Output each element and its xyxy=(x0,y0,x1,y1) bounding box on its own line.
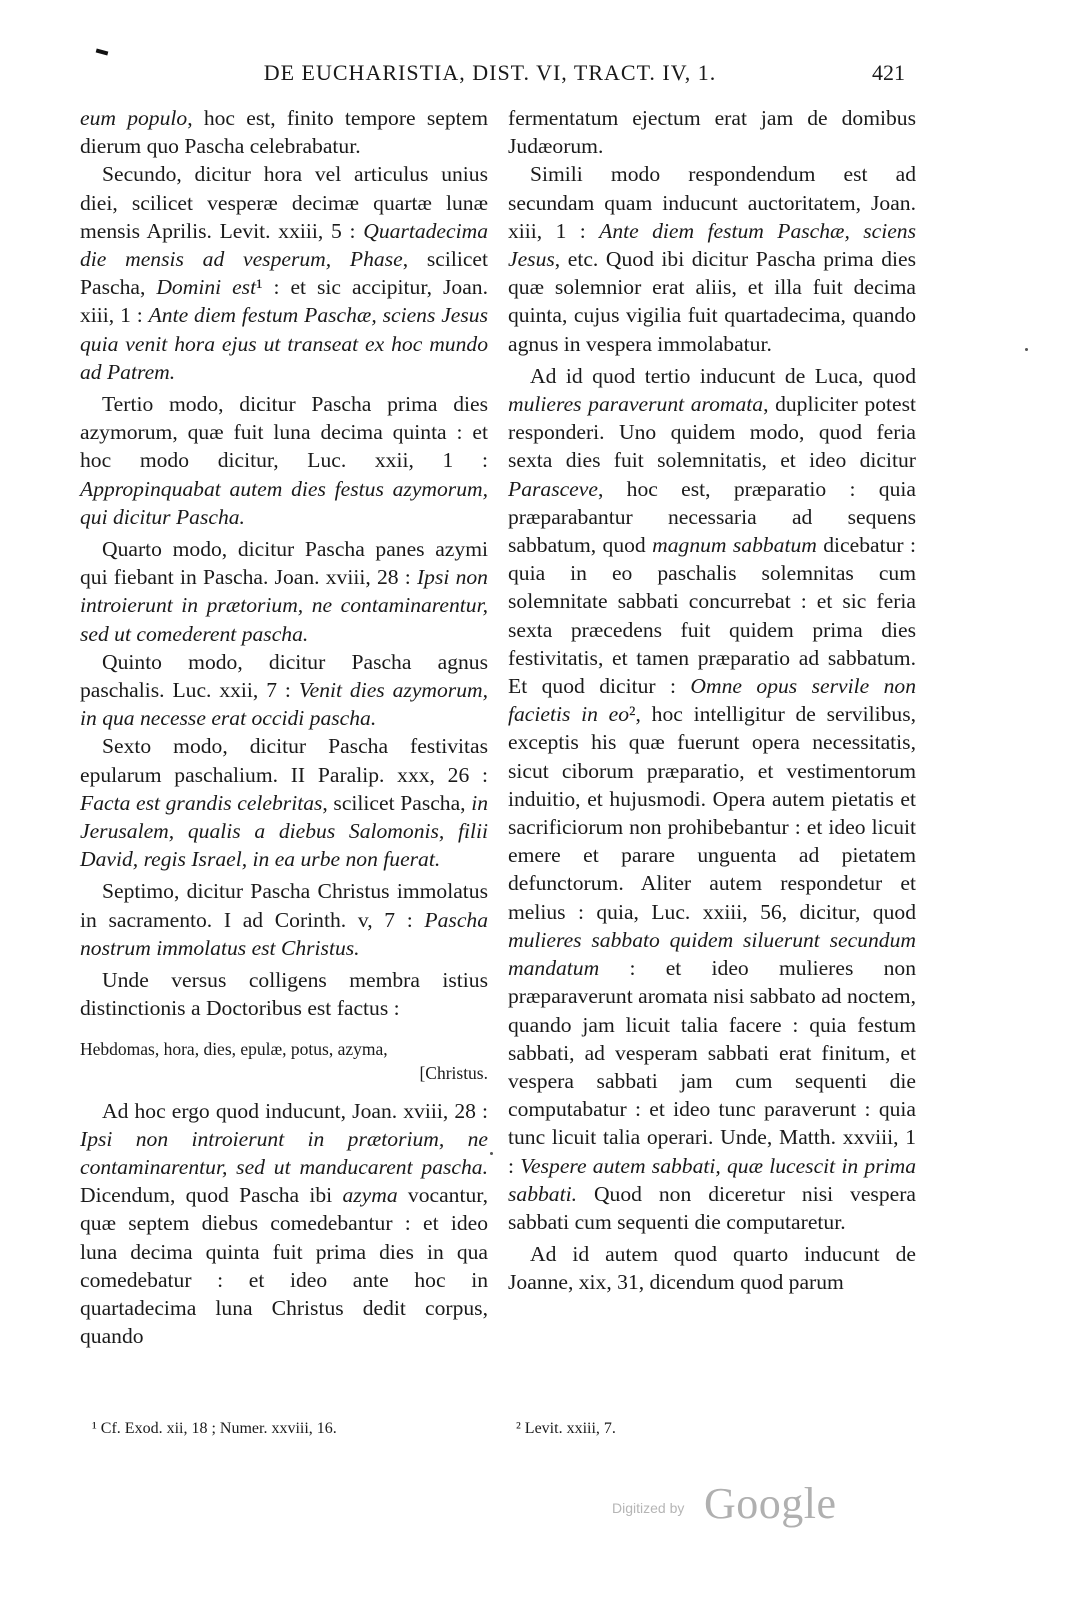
speck xyxy=(490,1152,493,1155)
paragraph: Simili modo respondendum est ad secundam quam inducunt auctoritatem, Joan. xiii, 1 : Ante diem festum Paschæ, sciens Jesus, etc. Quod ibi dicitur Pascha prima dies quæ solemnior erat aliis, et illa fuit decima quinta, cujus vigilia fuit quartadecima, quando agnus in vespera immolabatur. xyxy=(508,162,916,356)
footnote-right: ² Levit. xxiii, 7. xyxy=(516,1420,616,1437)
paragraph: Secundo, dicitur hora vel articulus unius diei, scilicet vesperæ decimæ quartæ lunæ mensis Aprilis. Levit. xxiii, 5 : Quartadecima die mensis ad vesperum, Phase, scilicet Pascha, Domini est¹ : et sic accipitur, Joan. xiii, 1 : Ante diem festum Paschæ, sciens Jesus quia venit hora ejus ut transeat ex hoc mundo ad Patrem. xyxy=(80,162,488,384)
paragraph: Ad id autem quod quarto inducunt de Joanne, xix, 31, dicendum quod parum xyxy=(508,1242,916,1295)
left-column xyxy=(80,104,488,1350)
running-header: DE EUCHARISTIA, DIST. VI, TRACT. IV, 1. xyxy=(263,60,717,85)
ink-mark xyxy=(96,49,109,56)
digitized-label: Digitized by xyxy=(612,1500,685,1516)
paragraph: Ad id quod tertio inducunt de Luca, quod mulieres paraverunt aromata, dupliciter potest responderi. Uno quidem modo, quod feria sexta dies fuit solemnitatis, et ideo dicitur Parasceve, hoc est, præparatio : quia præparabantur necessaria ad sequens sabbatum, quod magnum sabbatum dicebatur : quia in eo paschalis solemnitas cum solemnitate sabbati concurrebat : et sic feria sexta præcedens fuit quidem prima dies festivitatis, et tamen præparatio ad sabbatum. Et quod dicitur : Omne opus servile non facietis in eo², hoc intelligitur de servilibus, exceptis his quæ fuerunt opera necessitatis, sicut ciborum præparatio, et vestimentorum induitio, et hujusmodi. Opera autem pietatis et sacrificiorum non prohibebantur : et ideo licuit emere et parare unguenta ad pietatem defunctorum. Aliter autem respondetur et melius : quia, Luc. xxiii, 56, dicitur, quod mulieres sabbato quidem siluerunt secundum mandatum : et ideo mulieres non præparaverunt aromata nisi sabbato ad noctem, quando jam licuit talia facere : quia festum sabbati, ad vesperam sabbati erat finitum, et vespera sabbati jam cum sequenti die computabatur : et ideo tunc paraverunt : quia tunc licuit talia operari. Unde, Matth. xxviii, 1 : Vespere autem sabbati, quæ lucescit in prima sabbati. Quod non diceretur nisi vespera sabbati cum sequenti die computaretur. xyxy=(508,363,917,1234)
paragraph: Tertio modo, dicitur Pascha prima dies azymorum, quæ fuit luna decima quinta : et hoc modo dicitur, Luc. xxii, 1 : Appropinquabat autem dies festus azymorum, qui dicitur Pascha. xyxy=(80,392,488,529)
paragraph: Unde versus colligens membra istius distinctionis a Doctoribus est factus : xyxy=(80,968,488,1021)
paragraph: eum populo, hoc est, finito tempore septem dierum quo Pascha celebrabatur. xyxy=(80,106,489,159)
speck xyxy=(1025,348,1028,351)
paragraph: Quinto modo, dicitur Pascha agnus paschalis. Luc. xxii, 7 : Venit dies azymorum, in qua necesse erat occidi pascha. xyxy=(80,649,488,731)
paragraph: Ad hoc ergo quod inducunt, Joan. xviii, 28 : Ipsi non introierunt in prætorium, ne contaminarentur, sed ut manducarent pascha. Dicendum, quod Pascha ibi azyma vocantur, quæ septem diebus comedebantur : et ideo luna decima quinta fuit prima dies in qua comedebatur : et ideo ante hoc in quartadecima luna Christus dedit corpus, quando xyxy=(80,1098,488,1349)
footnote-left: ¹ Cf. Exod. xii, 18 ; Numer. xxviii, 16. xyxy=(92,1420,337,1437)
verse-quote xyxy=(80,1037,488,1085)
verse-line: Hebdomas, hora, dies, epulæ, potus, azyma, xyxy=(80,1038,388,1059)
paragraph: fermentatum ejectum erat jam de domibus Judæorum. xyxy=(508,106,916,159)
page-number: 421 xyxy=(872,60,905,85)
paragraph: Septimo, dicitur Pascha Christus immolatus in sacramento. I ad Corinth. v, 7 : Pascha nostrum immolatus est Christus. xyxy=(80,879,488,960)
paragraph: Sexto modo, dicitur Pascha festivitas epularum paschalium. II Paralip. xxx, 26 : Facta est grandis celebritas, scilicet Pascha, in Jerusalem, qualis a diebus Salomonis, filii David, regis Israel, in ea urbe non fuerat. xyxy=(80,734,489,872)
verse-line: [Christus. xyxy=(419,1062,488,1083)
paragraph: Quarto modo, dicitur Pascha panes azymi qui fiebant in Pascha. Joan. xviii, 28 : Ipsi non introierunt in prætorium, ne contaminarentur, sed ut comederent pascha. xyxy=(80,537,488,646)
right-column xyxy=(508,104,916,1297)
google-watermark: Google xyxy=(704,1479,837,1528)
